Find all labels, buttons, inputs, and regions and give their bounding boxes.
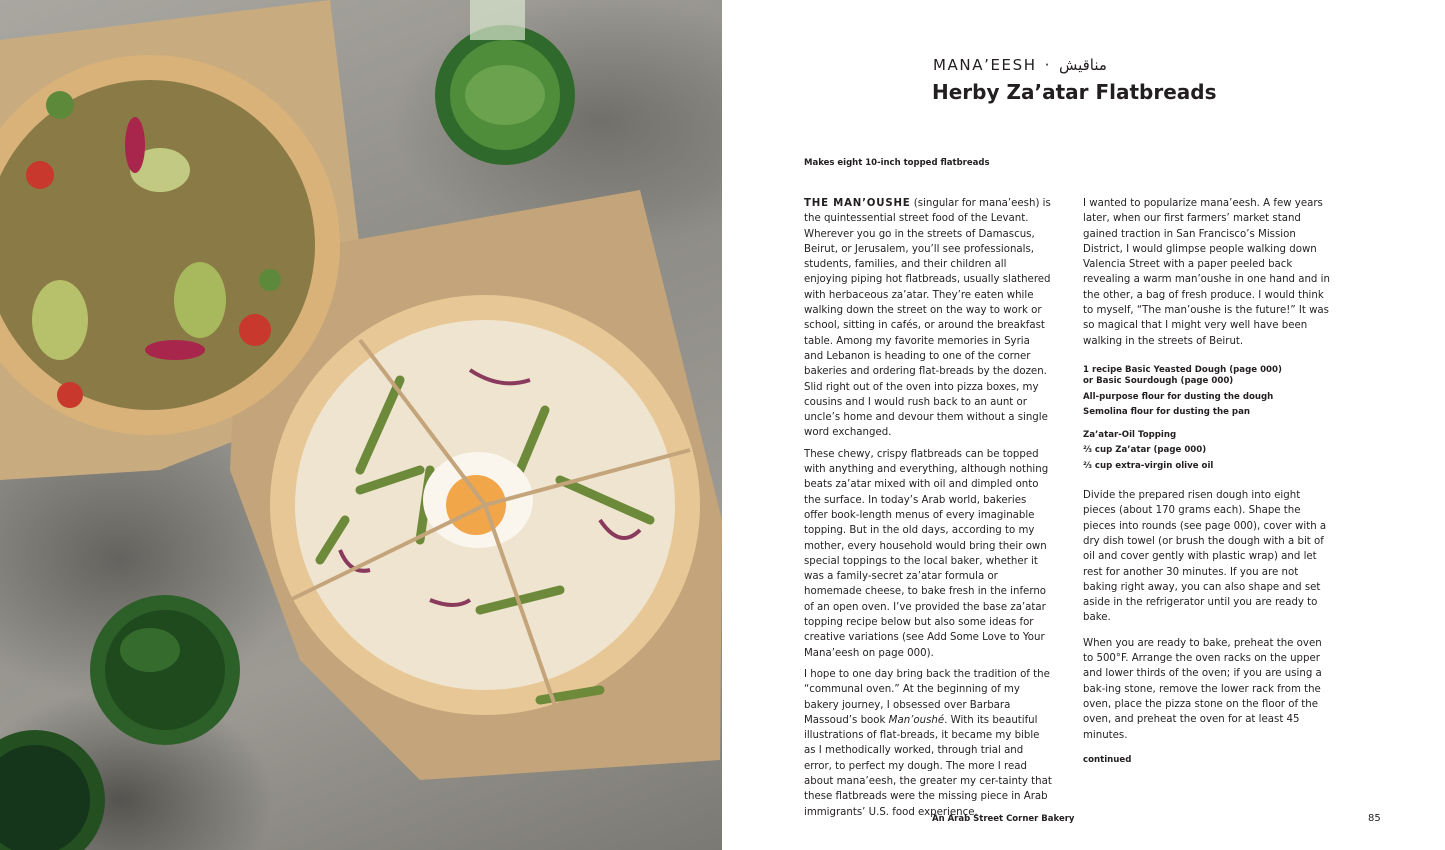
- kicker-arabic: مناقيش: [1058, 56, 1107, 74]
- ingredient-item: ⅔ cup Za’atar (page 000): [1083, 445, 1207, 456]
- intro-lead: THE MAN’OUSHE: [804, 198, 911, 209]
- intro-paragraph-1: [804, 196, 1052, 441]
- ingredient-item: ⅔ cup extra-virgin olive oil: [1083, 460, 1214, 471]
- topping-heading: Za’atar-Oil Topping: [1083, 430, 1177, 441]
- method-step-1: Divide the prepared risen dough into eight pieces (about 170 grams each). Shape the pieces into rounds (see page 000), cover with a dry dish towel (or brush the dough with a bit of oil and cover gently with plastic wrap) and let rest for another 30 minutes. If you are not baking right away, you can also shape and set aside in the refrigerator until you are ready to bake.: [1083, 490, 1327, 624]
- method-step-2: When you are ready to bake, preheat the oven to 500°F. Arrange the oven racks on the upper and lower thirds of the oven; if you are using a bak-ing stone, remove the lower rack from the oven, place the pizza stone on the floor of the oven, and preheat the oven for at least 45 minutes.: [1083, 637, 1322, 741]
- intro-paragraph-3: [804, 667, 1052, 820]
- recipe-yield: Makes eight 10-inch topped flatbreads: [804, 158, 990, 168]
- green-glass-bottom: [90, 595, 240, 745]
- ingredient-list: [1083, 363, 1333, 474]
- intro-paragraph-2: These chewy, crispy flatbreads can be topped with anything and everything, although nothing beats za’atar mixed with oil and dimpled onto the surface. In today’s Arab world, bakeries offer book-length menus of every imaginable topping. But in the old days, according to my mother, every household would bring their own special toppings to the local baker, whether it was a family-secret za’atar formula or homemade cheese, to bake fresh in the inferno of an open oven. I’ve provided the base za’atar topping recipe below but also some ideas for creative variations (see Add Some Love to Your Mana’eesh on page 000).: [804, 448, 1049, 659]
- intro-column-left: [804, 196, 1052, 826]
- egg-yolk: [446, 475, 506, 535]
- kicker-separator: ·: [1044, 56, 1051, 74]
- ingredient-item: Semolina flour for dusting the pan: [1083, 406, 1250, 417]
- page-number: 85: [1368, 813, 1381, 824]
- ingredient-item: 1 recipe Basic Yeasted Dough (page 000): [1083, 364, 1282, 375]
- recipe-page: [722, 0, 1445, 850]
- food-photograph: [0, 0, 722, 850]
- intro-paragraph-3-text-b: . With its beautiful illustrations of flat-breads, it became my bible as I methodically worked, through trial and error, to perfect my dough. The more I read about mana’eesh, the greater my cer-tainty that these flatbreads were the missing piece in Arab immigrants’ U.S. food experience.: [804, 714, 1052, 818]
- recipe-title: Herby Za’atar Flatbreads: [932, 80, 1217, 104]
- running-footer: An Arab Street Corner Bakery: [932, 814, 1075, 824]
- food-photo-illustration: [0, 0, 722, 850]
- kicker-latin: MANA’EESH: [933, 56, 1037, 74]
- green-glass-top: [435, 25, 575, 165]
- intro-paragraph-1-text: (singular for mana’eesh) is the quintessential street food of the Levant. Wherever you go in the streets of Damascus, Beirut, or Jerusalem, you’ll see professionals, students, families, and their children all enjoying piping hot flatbreads, usually slathered with herbaceous za’atar. They’re eaten while walking down the street on the way to work or school, sitting in cafés, or around the breakfast table. Among my favorite memories in Syria and Lebanon is heading to one of the corner bakeries and ordering flat-breads by the dozen. Slid right out of the oven into pizza boxes, my cousins and I would rush back to an aunt or uncle’s home and devour them without a single word exchanged.: [804, 198, 1051, 439]
- green-glass-corner: [0, 730, 105, 850]
- intro-paragraph-4: I wanted to popularize mana’eesh. A few years later, when our first farmers’ market stand gained traction in San Francisco’s Mission District, I would glimpse people walking down Valencia Street with a paper peeled back revealing a warm man’oushe in one hand and in the other, a bag of fresh produce. I would think to myself, “The man’oushe is the future!” It was so magical that I might very well have been walking in the streets of Beirut.: [1083, 198, 1330, 347]
- ingredient-item: All-purpose flour for dusting the dough: [1083, 391, 1274, 402]
- pouring-bottle: [470, 0, 525, 40]
- intro-paragraph-3-text-a: I hope to one day bring back the tradition of the “communal oven.” At the beginning of my bakery journey, I obsessed over Barbara Massoud’s book: [804, 668, 1050, 726]
- continued-note: continued: [1083, 754, 1132, 765]
- intro-column-right: [1083, 196, 1333, 768]
- book-title: Man’oushé: [888, 714, 945, 726]
- ingredient-item: or Basic Sourdough (page 000): [1083, 376, 1234, 387]
- recipe-kicker: [933, 56, 1107, 74]
